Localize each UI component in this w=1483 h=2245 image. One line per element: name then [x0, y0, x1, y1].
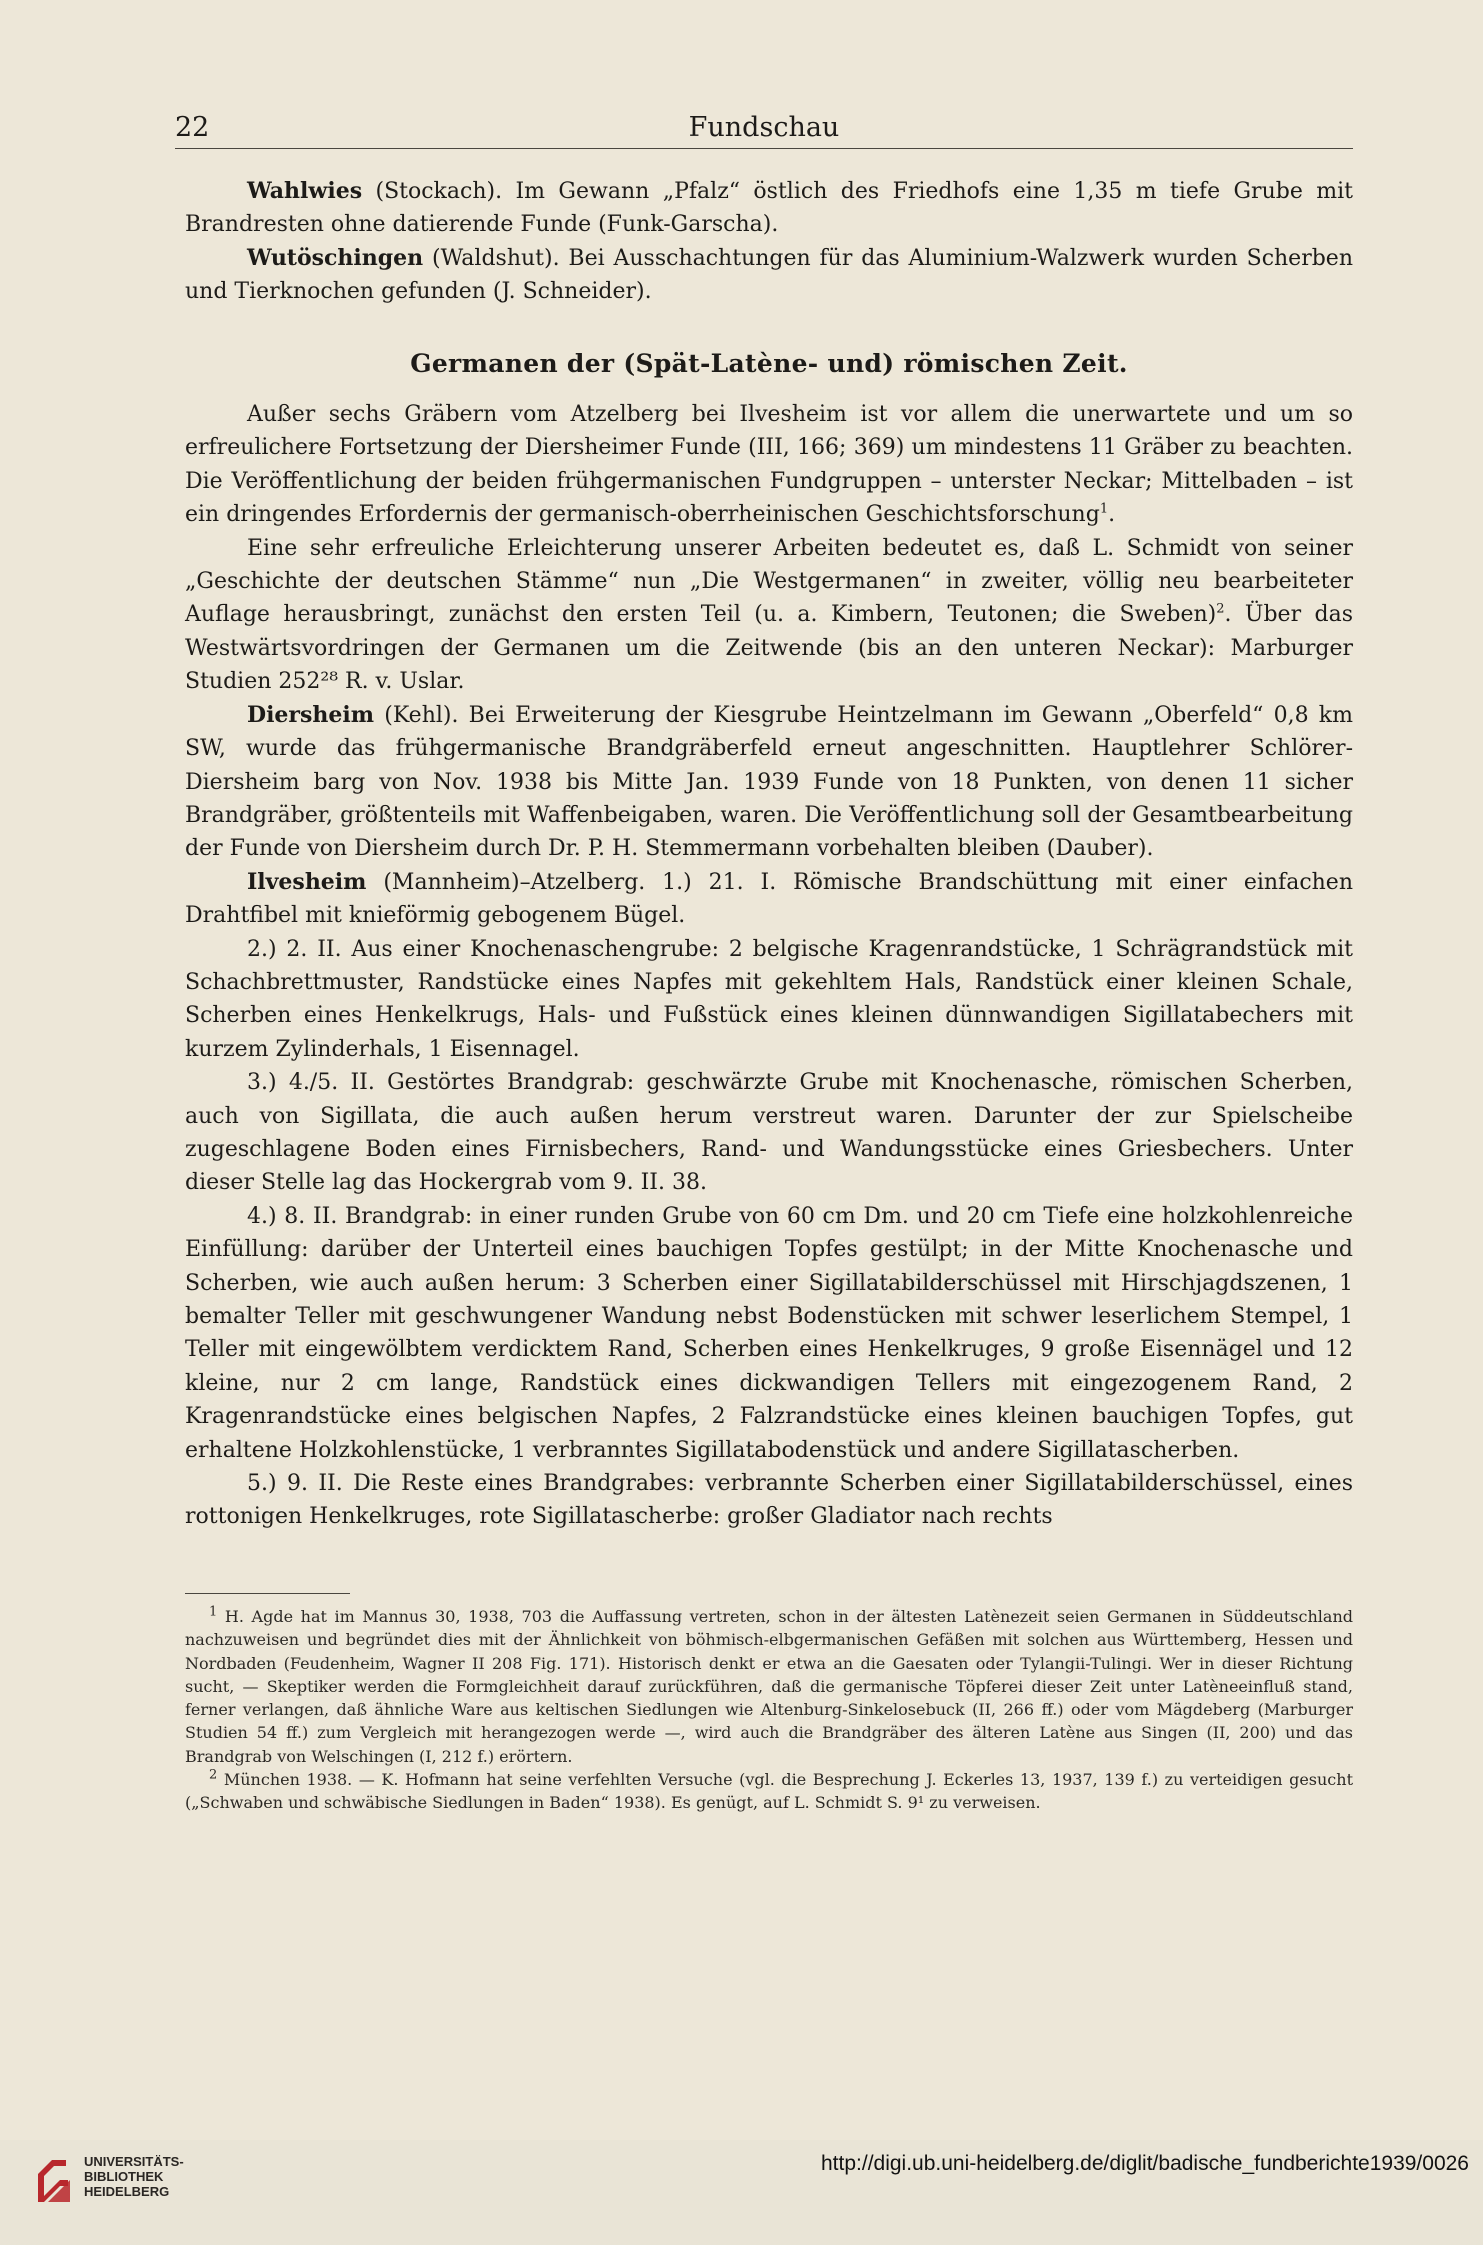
entry-diersheim: [185, 699, 1353, 866]
footnote-divider: [185, 1593, 350, 1594]
footnote-ref: 1: [1099, 501, 1109, 517]
footnote-mark: 2: [209, 1767, 218, 1783]
entry-keyword: Wutöschingen: [247, 244, 424, 271]
entry-text: 2.) 2. II. Aus einer Knochenaschengrube: 2 belgische Kragenrandstücke, 1 Schrägrandstück mit Schachbrettmuster, Randstücke eines Napfes mit gekehltem Hals, Randstück einer kleinen Schale, Scherben eines Henkelkrugs, Hals- und Fußstück eines kleinen dünnwandigen Sigillatabechers mit kurzem Zylinderhals, 1 Eisennagel.: [185, 936, 1353, 1062]
footer-bar: [0, 2140, 1483, 2245]
intro-paragraph: Eine sehr erfreuliche Erleichterung unserer Arbeiten bedeutet es, daß L. Schmidt von seiner „Geschichte der deutschen Stämme“ nun „Die Westgermanen“ in zweiter, völlig neu bearbeiteter Auflage herausbringt, zunächst den ersten Teil (u. a. Kimbern, Teutonen; die Sweben)$^2$. Über das Westwärtsvordringen der Germanen um die Zeitwende (bis an den unteren Neckar): Marburger Studien 252²⁸ R. v. Uslar.: [185, 535, 1353, 695]
footnote: [185, 1768, 1353, 1815]
running-title: Fundschau: [688, 112, 840, 143]
entry-wutoeschingen: [185, 242, 1353, 309]
find-item: [185, 1467, 1353, 1534]
footnote-text: München 1938. — K. Hofmann hat seine verfehlten Versuche (vgl. die Besprechung J. Eckerles 13, 1937, 139 f.) zu verteidigen gesucht („Schwaben und schwäbische Siedlungen in Baden“ 1938). Es genügt, auf L. Schmidt S. 9¹ zu verweisen.: [185, 1770, 1353, 1813]
footnote-ref: 2: [1216, 602, 1225, 618]
library-logo-text: UNIVERSITÄTS- BIBLIOTHEK HEIDELBERG: [84, 2154, 184, 2199]
find-item: [185, 933, 1353, 1067]
section-heading: Germanen der (Spät-Latène- und) römischen Zeit.: [410, 348, 1128, 378]
footnote-text: H. Agde hat im Mannus 30, 1938, 703 die Auffassung vertreten, schon in der ältesten Latènezeit seien Germanen in Süddeutschland nachzuweisen und begründet dies mit der Ähnlichkeit von böhmisch-elbgermanischen Gefäßen mit solchen aus Württemberg, Hessen und Nordbaden (Feudenheim, Wagner II 208 Fig. 171). Historisch denkt er etwa an die Gaesaten oder Tylangii-Tulingi. Wer in dieser Richtung sucht, — Skeptiker werden die Formgleichheit darauf zurückführen, daß die germanische Töpferei dieser Zeit unter Latèneeinfluß stand, ferner verlangen, daß ähnliche Ware aus keltischen Siedlungen wie Altenburg-Sinkelosebuck (II, 266 ff.) oder vom Mägdeberg (Marburger Studien 54 ff.) zum Vergleich mit herangezogen werde —, wird auch die Brandgräber des älteren Latène aus Singen (II, 200) und das Brandgrab von Welschingen (I, 212 f.) erörtern.: [185, 1607, 1353, 1766]
footnote-mark: 1: [209, 1604, 218, 1620]
entry-keyword: Ilvesheim: [247, 868, 367, 895]
entry-text: (Stockach). Im Gewann „Pfalz“ östlich des Friedhofs eine 1,35 m tiefe Grube mit Brandresten ohne datierende Funde (Funk-Garscha).: [185, 179, 1353, 238]
entry-text: 5.) 9. II. Die Reste eines Brandgrabes: verbrannte Scherben einer Sigillatabilderschüssel, eines rottonigen Henkelkruges, rote Sigillatascherbe: großer Gladiator nach rechts: [185, 1471, 1353, 1530]
intro-paragraph: Außer sechs Gräbern vom Atzelberg bei Ilvesheim ist vor allem die unerwartete und um so erfreulichere Fortsetzung der Diersheimer Funde (III, 166; 369) um mindestens 11 Gräber zu beachten. Die Veröffentlichung der beiden frühgermanischen Fundgruppen – unterster Neckar; Mittelbaden – ist ein dringendes Erfordernis der germanisch-oberrheinischen Geschichtsforschung$^1$.: [185, 402, 1353, 528]
entry-keyword: Diersheim: [247, 701, 375, 728]
entry-text: 3.) 4./5. II. Gestörtes Brandgrab: geschwärzte Grube mit Knochenasche, römischen Scherben, auch von Sigillata, die auch außen herum verstreut waren. Darunter der zur Spielscheibe zugeschlagene Boden eines Firnisbechers, Rand- und Wandungsstücke eines Griesbechers. Unter dieser Stelle lag das Hockergrab vom 9. II. 38.: [185, 1070, 1353, 1196]
page-body: [185, 175, 1353, 1534]
page-header: [175, 108, 1353, 149]
footnote: [185, 1605, 1353, 1768]
find-item: [185, 1200, 1353, 1467]
page-number: 22: [175, 112, 210, 143]
library-logo-icon: [34, 2154, 74, 2206]
entry-ilvesheim: [185, 866, 1353, 933]
entry-keyword: Wahlwies: [247, 178, 363, 204]
entry-text: 4.) 8. II. Brandgrab: in einer runden Grube von 60 cm Dm. und 20 cm Tiefe eine holzkohlenreiche Einfüllung: darüber der Unterteil eines bauchigen Topfes gestülpt; in der Mitte Knochenasche und Scherben, wie auch außen herum: 3 Scherben einer Sigillatabilderschüssel mit Hirschjagdszenen, 1 bemalter Teller mit geschwungener Wandung nebst Bodenstücken mit schwer leserlichem Stempel, 1 Teller mit eingewölbtem verdicktem Rand, Scherben eines Henkelkruges, 9 große Eisennägel und 12 kleine, nur 2 cm lange, Randstück eines dickwandigen Tellers mit eingezogenem Rand, 2 Kragenrandstücke eines belgischen Napfes, 2 Falzrandstücke eines kleinen bauchigen Topfes, gut erhaltene Holzkohlenstücke, 1 verbranntes Sigillatabodenstück und andere Sigillatascherben.: [185, 1203, 1353, 1463]
entry-text: (Mannheim)–Atzelberg. 1.) 21. I. Römische Brandschüttung mit einer einfachen Drahtfibel mit knieförmig gebogenem Bügel.: [185, 869, 1353, 929]
footnotes: [185, 1605, 1353, 1815]
entry-text: (Kehl). Bei Erweiterung der Kiesgrube Heintzelmann im Gewann „Oberfeld“ 0,8 km SW, wurde das frühgermanische Brandgräberfeld erneut angeschnitten. Hauptlehrer Schlörer-Diersheim barg von Nov. 1938 bis Mitte Jan. 1939 Funde von 18 Punkten, von denen 11 sicher Brandgräber, größtenteils mit Waffenbeigaben, waren. Die Veröffentlichung soll der Gesamtbearbeitung der Funde von Diersheim durch Dr. P. H. Stemmermann vorbehalten bleiben (Dauber).: [185, 702, 1353, 862]
source-url-link[interactable]: http://digi.ub.uni-heidelberg.de/diglit/badische_fundberichte1939/0026: [821, 2152, 1469, 2175]
entry-wahlwies: [185, 175, 1353, 242]
find-item: [185, 1066, 1353, 1200]
entry-text: (Waldshut). Bei Ausschachtungen für das Aluminium-Walzwerk wurden Scherben und Tierknochen gefunden (J. Schneider).: [185, 245, 1353, 305]
